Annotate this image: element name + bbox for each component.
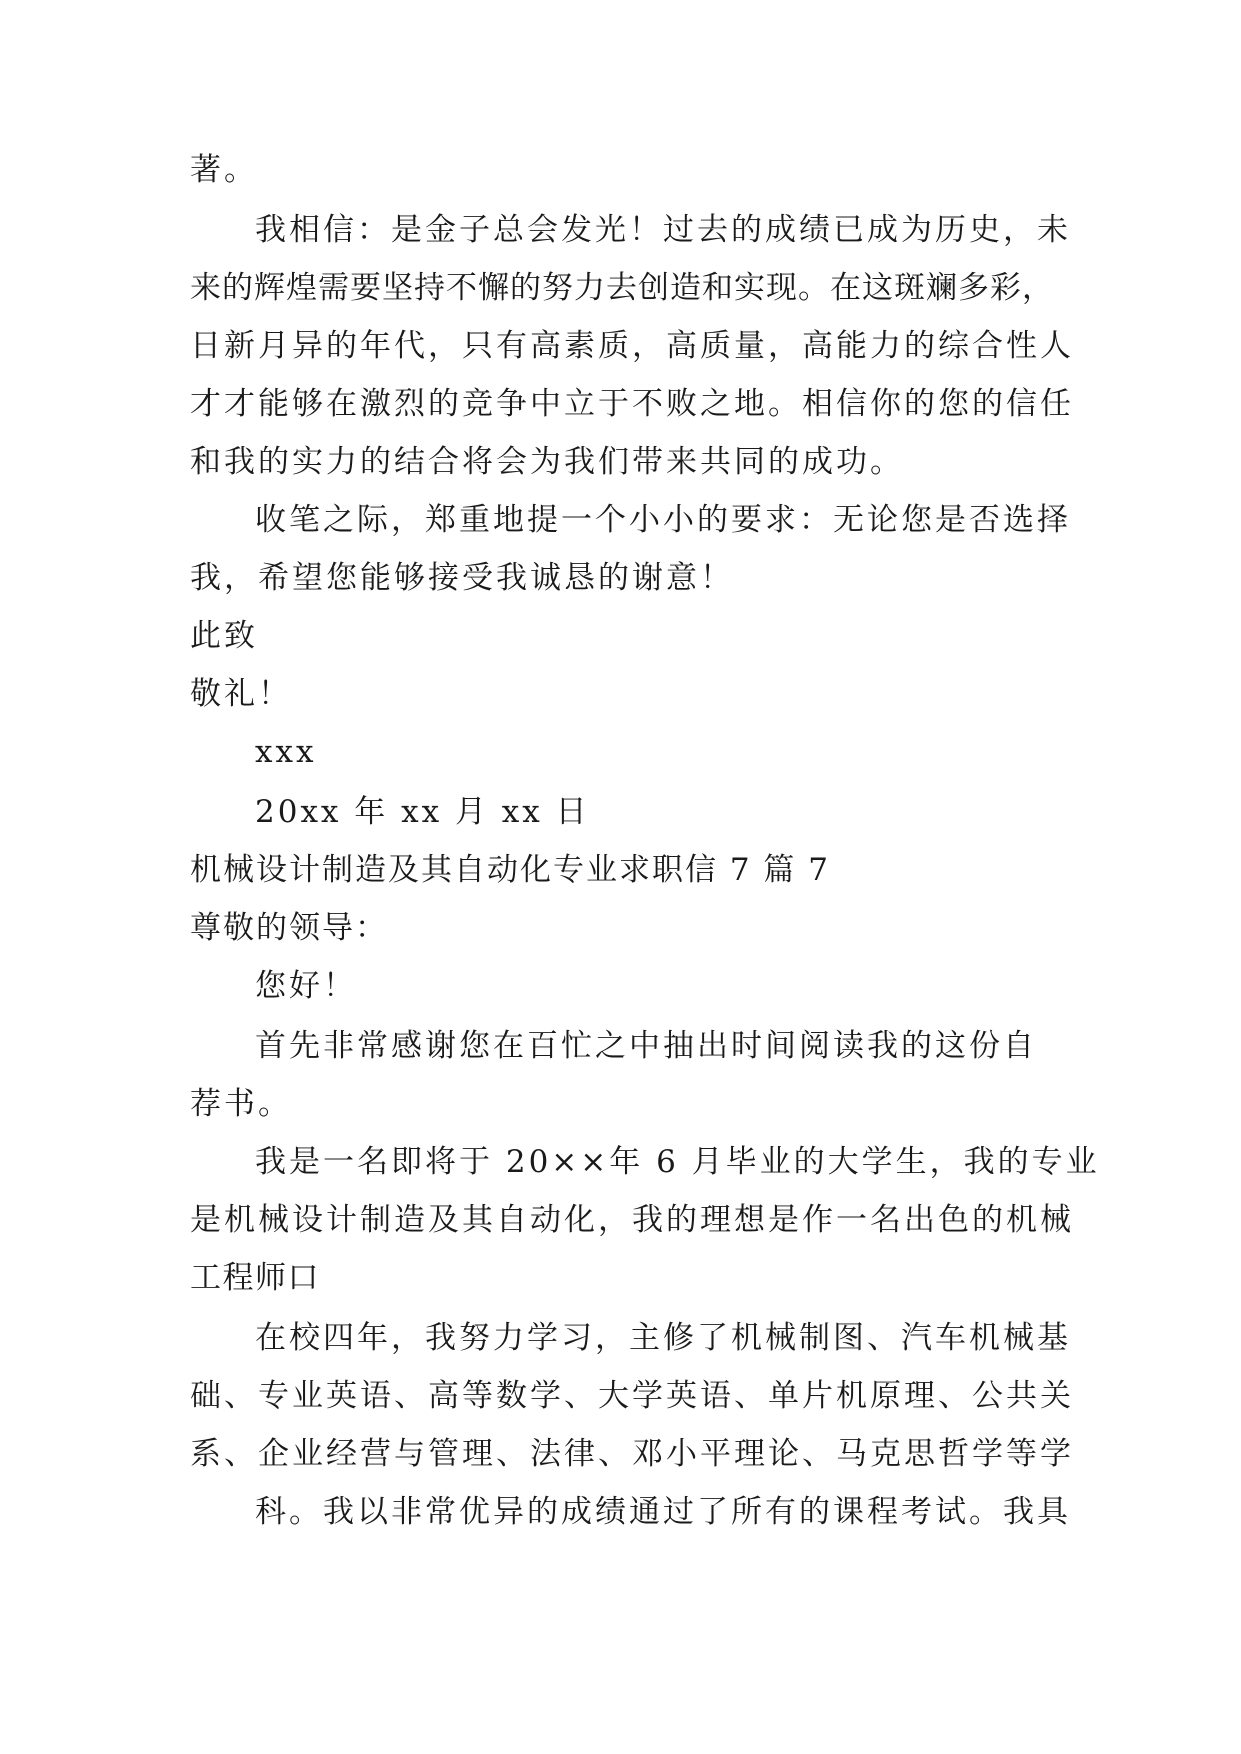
text-line-6: 和我的实力的结合将会为我们带来共同的成功。	[190, 444, 904, 480]
greeting-hello: 您好！	[255, 968, 357, 1004]
text-line-19: 是机械设计制造及其自动化，我的理想是作一名出色的机械	[190, 1202, 1074, 1238]
text-line-7: 收笔之际，郑重地提一个小小的要求：无论您是否选择	[255, 502, 1071, 538]
signature-name: xxx	[255, 734, 317, 770]
text-line-4: 日新月异的年代，只有高素质，高质量，高能力的综合性人	[190, 328, 1074, 364]
text-line-22: 础、专业英语、高等数学、大学英语、单片机原理、公共关	[190, 1378, 1074, 1414]
signature-date: 20xx 年 xx 月 xx 日	[255, 794, 590, 830]
text-line-5: 才才能够在激烈的竞争中立于不败之地。相信你的您的信任	[190, 386, 1074, 422]
salutation-jingli: 敬礼！	[190, 676, 292, 712]
text-line-21: 在校四年，我努力学习，主修了机械制图、汽车机械基	[255, 1320, 1071, 1356]
text-line-16: 首先非常感谢您在百忙之中抽出时间阅读我的这份自	[255, 1028, 1037, 1064]
salutation-cizhi: 此致	[190, 618, 258, 654]
greeting-recipient: 尊敬的领导：	[190, 910, 388, 946]
section-title: 机械设计制造及其自动化专业求职信 7 篇 7	[190, 852, 831, 888]
text-line-8: 我，希望您能够接受我诚恳的谢意！	[190, 560, 734, 596]
text-line-1: 著。	[190, 152, 258, 188]
text-line-18: 我是一名即将于 20××年 6 月毕业的大学生，我的专业	[255, 1144, 1100, 1180]
text-line-20: 工程师口	[190, 1260, 320, 1296]
text-line-17: 荐书。	[190, 1086, 292, 1122]
text-line-23: 系、企业经营与管理、法律、邓小平理论、马克思哲学等学	[190, 1436, 1074, 1472]
text-line-3: 来的辉煌需要坚持不懈的努力去创造和实现。在这斑斓多彩，	[190, 270, 1054, 306]
text-line-2: 我相信：是金子总会发光！过去的成绩已成为历史，未	[255, 212, 1071, 248]
text-line-24: 科。我以非常优异的成绩通过了所有的课程考试。我具	[255, 1494, 1071, 1530]
